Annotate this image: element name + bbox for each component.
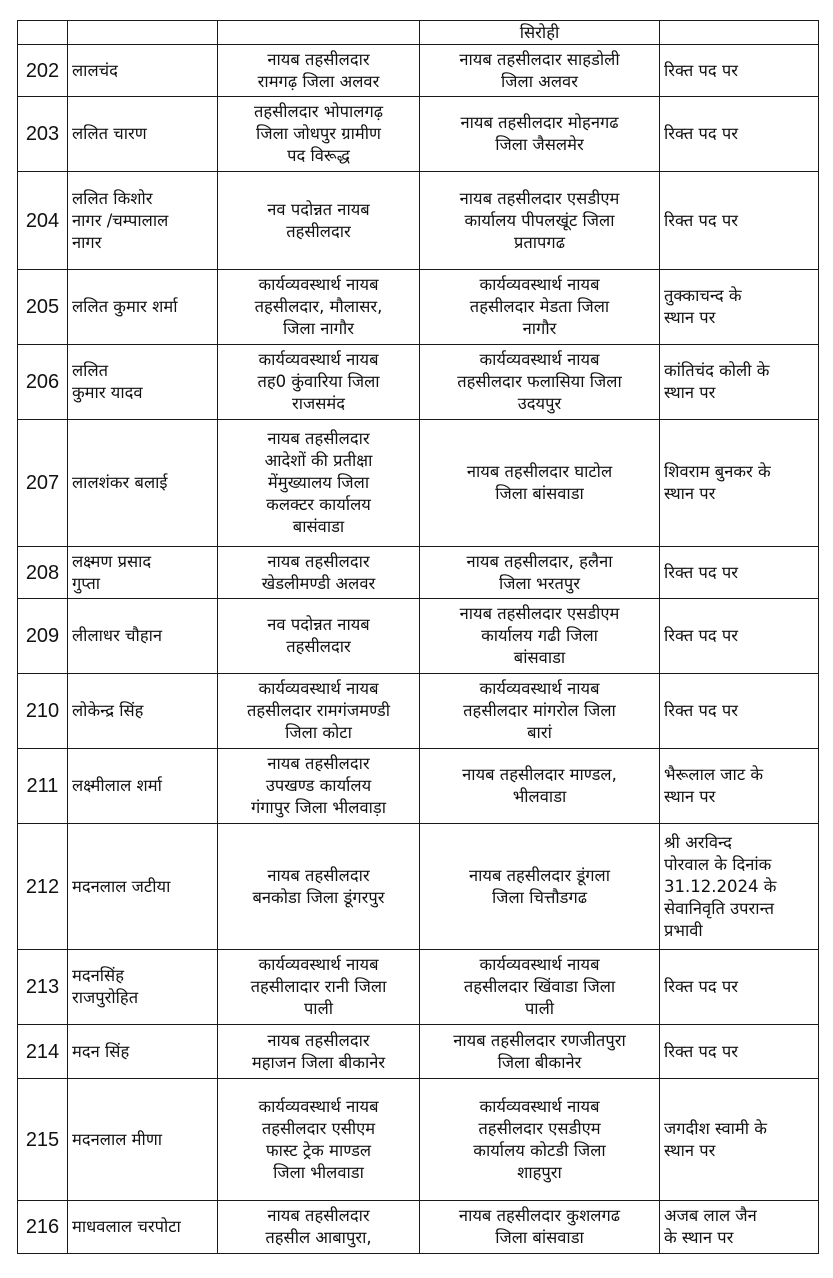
remarks: जगदीश स्वामी के स्थान पर [664, 1118, 767, 1160]
table-row [18, 950, 819, 1025]
table-row [18, 1079, 819, 1201]
header-row [18, 21, 819, 45]
remarks: भैरूलाल जाट के स्थान पर [664, 765, 764, 806]
new-posting: कार्यव्यवस्थार्थ नायब तहसीलदार एसडीएम कार्यालय कोटडी जिला शाहपुरा [473, 1096, 606, 1182]
new-posting: नायब तहसीलदार घाटोल जिला बांसवाडा [466, 462, 613, 503]
remarks: रिक्त पद पर [664, 701, 739, 720]
new-posting: नायब तहसीलदार एसडीएम कार्यालय पीपलखूंट जिला प्रतापगढ [459, 188, 620, 252]
new-posting: कार्यव्यवस्थार्थ नायब तहसीलदार मांगरोल जिला बारां [463, 679, 616, 742]
district-continuation: सिरोही [420, 21, 660, 45]
remarks: श्री अरविन्द पोरवाल के दिनांक 31.12.2024 के सेवानिवृति उपरान्त प्रभावी [664, 832, 777, 940]
remarks: रिक्त पद पर [664, 60, 739, 80]
table-row [18, 1025, 819, 1079]
table-row [18, 270, 819, 345]
serial-number: 212 [25, 875, 60, 898]
new-posting: कार्यव्यवस्थार्थ नायब तहसीलदार मेडता जिला नागौर [469, 275, 610, 338]
serial-number: 202 [25, 59, 60, 82]
serial-number: 208 [25, 561, 60, 584]
remarks: शिवराम बुनकर के स्थान पर [664, 462, 771, 503]
transfer-order-table [17, 20, 819, 1254]
officer-name: मदन सिंह [72, 1041, 130, 1061]
officer-name: मदनलाल मीणा [72, 1129, 163, 1149]
new-posting: नायब तहसीलदार माण्डल, भीलवाडा [462, 765, 617, 806]
new-posting: नायब तहसीलदार, हलैना जिला भरतपुर [466, 551, 613, 593]
remarks: तुक्काचन्द के स्थान पर [664, 286, 742, 327]
table-row [18, 674, 819, 749]
serial-number: 214 [25, 1040, 60, 1063]
remarks: अजब लाल जैन के स्थान पर [664, 1206, 757, 1247]
current-posting: नायब तहसीलदार उपखण्ड कार्यालय गंगापुर जिला भीलवाड़ा [250, 754, 387, 817]
current-posting: नायब तहसीलदार रामगढ़ जिला अलवर [257, 49, 380, 91]
remarks: रिक्त पद पर [664, 124, 739, 143]
serial-number: 211 [26, 775, 59, 797]
serial-number: 203 [25, 123, 60, 145]
remarks: रिक्त पद पर [664, 626, 739, 645]
officer-name: ललित कुमार यादव [72, 361, 143, 402]
table-row [18, 97, 819, 172]
current-posting: कार्यव्यवस्थार्थ नायब तहसीलादार रानी जिला पाली [250, 955, 387, 1018]
officer-name: लालशंकर बलाई [72, 473, 168, 492]
officer-name: मदनसिंह राजपुरोहित [72, 966, 139, 1007]
officer-name: ललित किशोर नागर /चम्पालाल नागर [72, 188, 169, 252]
table-row [18, 824, 819, 950]
officer-name: लक्ष्मण प्रसाद गुप्ता [72, 551, 152, 593]
officer-name: माधवलाल चरपोटा [72, 1217, 181, 1236]
current-posting: कार्यव्यवस्थार्थ नायब तहसीलदार, मौलासर, जिला नागौर [254, 275, 383, 338]
new-posting: नायब तहसीलदार मोहनगढ जिला जैसलमेर [460, 113, 619, 154]
new-posting: नायब तहसीलदार एसडीएम कार्यालय गढी जिला बांसवाडा [459, 604, 620, 667]
serial-number: 209 [25, 625, 60, 647]
table-row [18, 45, 819, 97]
officer-name: लक्ष्मीलाल शर्मा [72, 776, 162, 795]
officer-name: ललित कुमार शर्मा [72, 297, 178, 316]
current-posting: नायब तहसीलदार बनकोडा जिला डूंगरपुर [252, 865, 385, 907]
serial-number: 215 [25, 1128, 60, 1151]
remarks: रिक्त पद पर [664, 562, 739, 582]
table-row [18, 420, 819, 547]
new-posting: कार्यव्यवस्थार्थ नायब तहसीलदार फलासिया जिला उदयपुर [457, 350, 622, 413]
remarks: रिक्त पद पर [664, 210, 739, 230]
current-posting: नायब तहसीलदार तहसील आबापुरा, [265, 1206, 372, 1247]
current-posting: नायब तहसीलदार खेडलीमण्डी अलवर [261, 551, 376, 593]
serial-number: 216 [25, 1216, 60, 1238]
remarks: रिक्त पद पर [664, 977, 739, 996]
new-posting: नायब तहसीलदार साहडोली जिला अलवर [459, 49, 620, 91]
officer-name: लीलाधर चौहान [72, 626, 163, 645]
serial-number: 210 [25, 700, 60, 722]
table-row [18, 1201, 819, 1254]
table-row [18, 749, 819, 824]
current-posting: कार्यव्यवस्थार्थ नायब तहसीलदार एसीएम फास्ट ट्रेक माण्डल जिला भीलवाडा [258, 1096, 379, 1182]
current-posting: नव पदोन्नत नायब तहसीलदार [267, 615, 370, 656]
officer-name: लोकेन्द्र सिंह [72, 701, 144, 720]
current-posting: कार्यव्यवस्थार्थ नायब तहसीलदार रामगंजमण्डी जिला कोटा [246, 679, 391, 742]
table-row [18, 172, 819, 270]
serial-number: 206 [25, 371, 60, 393]
remarks: कांतिचंद कोली के स्थान पर [664, 361, 770, 402]
officer-name: मदनलाल जटीया [72, 876, 171, 896]
current-posting: नायब तहसीलदार महाजन जिला बीकानेर [251, 1030, 386, 1072]
table-row [18, 599, 819, 674]
serial-number: 204 [25, 209, 60, 232]
serial-number: 207 [25, 472, 60, 494]
serial-number: 205 [25, 296, 60, 318]
current-posting: नव पदोन्नत नायब तहसीलदार [267, 199, 370, 241]
current-posting: नायब तहसीलदार आदेशों की प्रतीक्षा मेंमुख्यालय जिला कलक्टर कार्यालय बासंवाडा [264, 429, 373, 536]
new-posting: नायब तहसीलदार कुशलगढ जिला बांसवाडा [458, 1206, 621, 1247]
table-row [18, 345, 819, 420]
new-posting: नायब तहसीलदार डूंगला जिला चित्तौडगढ [468, 865, 611, 907]
officer-name: लालचंद [72, 60, 118, 80]
remarks: रिक्त पद पर [664, 1041, 739, 1061]
new-posting: कार्यव्यवस्थार्थ नायब तहसीलदार खिंवाडा जिला पाली [463, 955, 616, 1018]
current-posting: तहसीलदार भोपालगढ़ जिला जोधपुर ग्रामीण पद विरूद्ध [253, 102, 384, 165]
serial-number: 213 [25, 976, 60, 998]
current-posting: कार्यव्यवस्थार्थ नायब तह0 कुंवारिया जिला राजसमंद [257, 350, 380, 413]
new-posting: नायब तहसीलदार रणजीतपुरा जिला बीकानेर [453, 1030, 626, 1072]
officer-name: ललित चारण [72, 124, 147, 143]
table-row [18, 547, 819, 599]
